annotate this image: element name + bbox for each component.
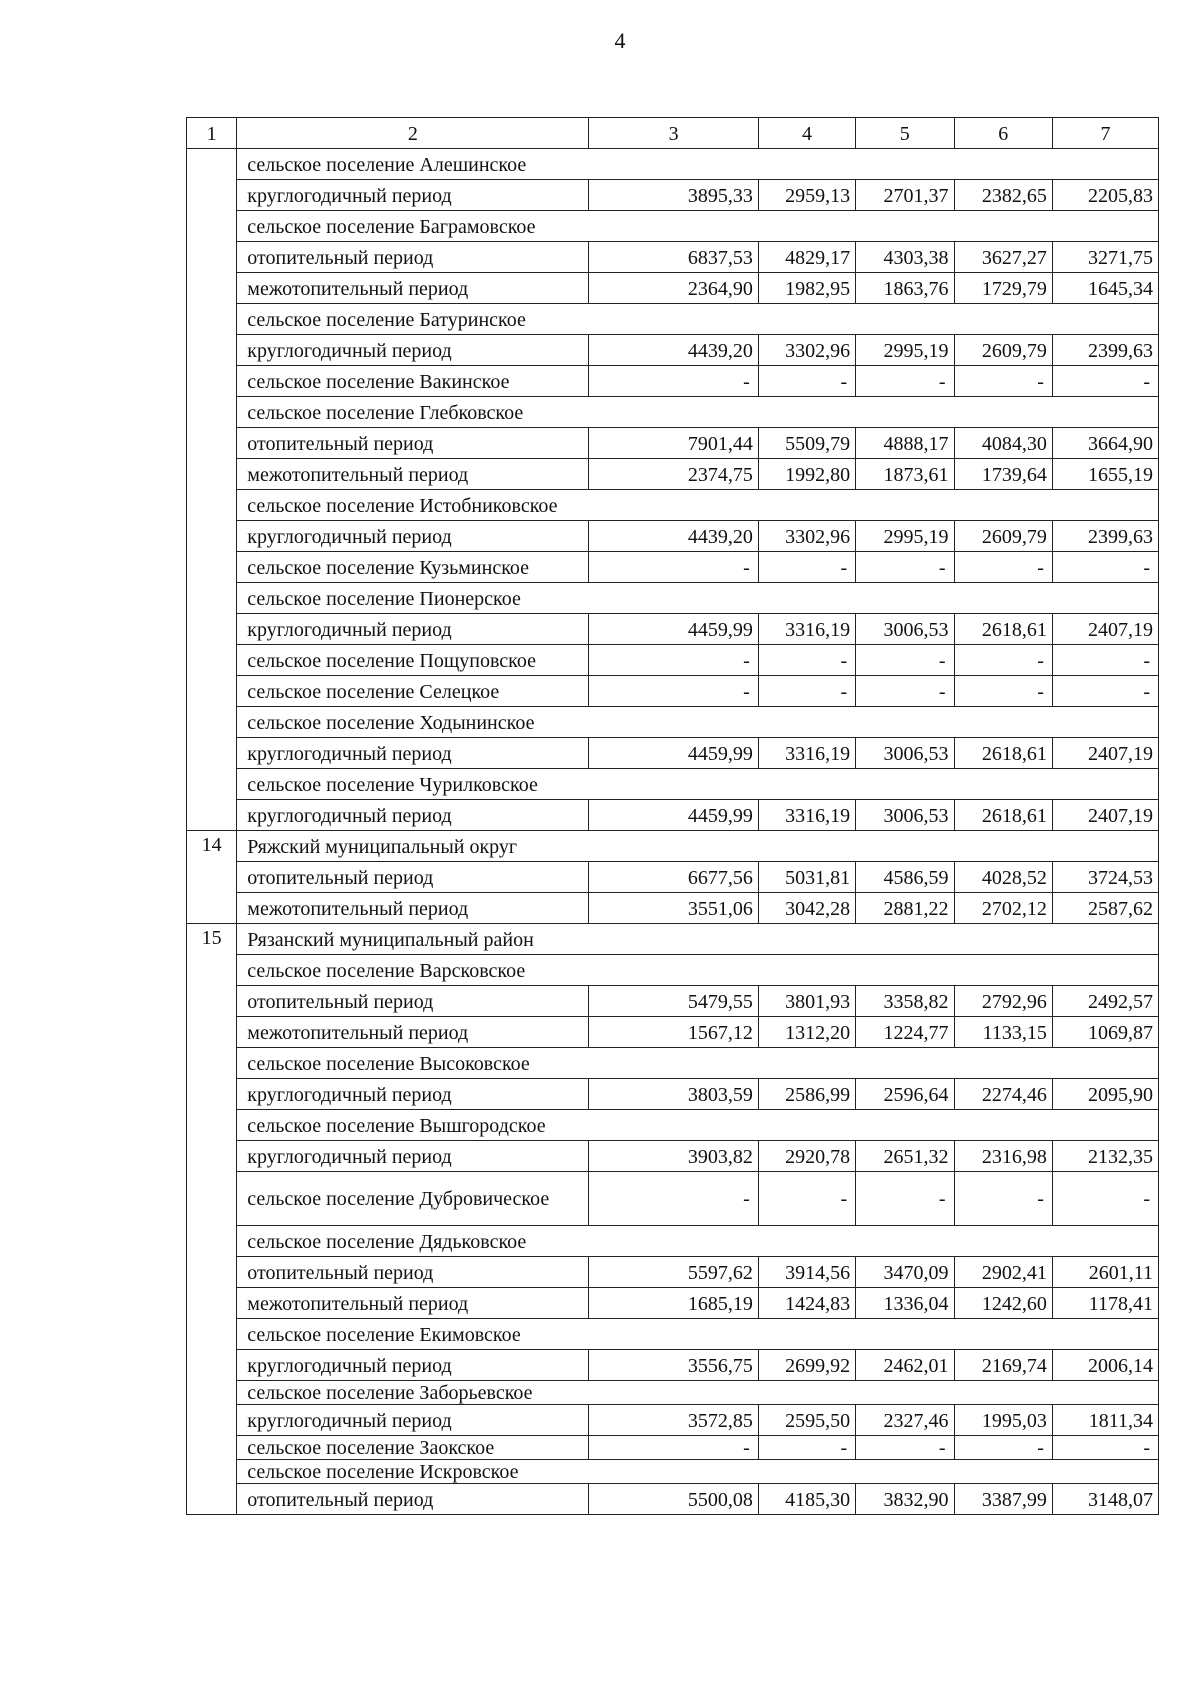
value-cell: 1995,03 xyxy=(954,1405,1052,1436)
value-cell: - xyxy=(758,645,855,676)
value-cell: - xyxy=(589,366,758,397)
value-cell: - xyxy=(954,1172,1052,1226)
table-row xyxy=(187,1436,1159,1460)
value-cell: 1224,77 xyxy=(856,1017,954,1048)
value-cell: 1424,83 xyxy=(758,1288,855,1319)
value-cell: 2274,46 xyxy=(954,1079,1052,1110)
section-row xyxy=(187,211,1159,242)
section-row xyxy=(187,583,1159,614)
table-row xyxy=(187,1484,1159,1515)
value-cell: 2920,78 xyxy=(758,1141,855,1172)
value-cell: 2701,37 xyxy=(856,180,954,211)
value-cell: - xyxy=(856,552,954,583)
row-label: межотопительный период xyxy=(237,459,589,490)
row-index: 14 xyxy=(187,831,237,924)
section-row xyxy=(187,397,1159,428)
table-row xyxy=(187,242,1159,273)
section-label: сельское поселение Чурилковское xyxy=(237,769,1159,800)
value-cell: 4829,17 xyxy=(758,242,855,273)
value-cell: 1645,34 xyxy=(1052,273,1158,304)
row-label: межотопительный период xyxy=(237,1017,589,1048)
value-cell: 4303,38 xyxy=(856,242,954,273)
value-cell: - xyxy=(589,1172,758,1226)
value-cell: 2316,98 xyxy=(954,1141,1052,1172)
value-cell: 2205,83 xyxy=(1052,180,1158,211)
value-cell: 4185,30 xyxy=(758,1484,855,1515)
value-cell: - xyxy=(954,552,1052,583)
value-cell: 3006,53 xyxy=(856,614,954,645)
value-cell: 4459,99 xyxy=(589,800,758,831)
table-row xyxy=(187,273,1159,304)
value-cell: 3302,96 xyxy=(758,521,855,552)
value-cell: 4459,99 xyxy=(589,738,758,769)
section-label: сельское поселение Варсковское xyxy=(237,955,1159,986)
value-cell: - xyxy=(1052,645,1158,676)
value-cell: 3914,56 xyxy=(758,1257,855,1288)
value-cell: 4888,17 xyxy=(856,428,954,459)
section-label: сельское поселение Глебковское xyxy=(237,397,1159,428)
section-row xyxy=(187,1319,1159,1350)
section-row xyxy=(187,1381,1159,1405)
column-number: 3 xyxy=(589,118,758,149)
column-number: 6 xyxy=(954,118,1052,149)
section-row xyxy=(187,924,1159,955)
row-label: межотопительный период xyxy=(237,273,589,304)
value-cell: 3302,96 xyxy=(758,335,855,366)
value-cell: 2609,79 xyxy=(954,335,1052,366)
value-cell: - xyxy=(856,1172,954,1226)
value-cell: 3803,59 xyxy=(589,1079,758,1110)
table-row xyxy=(187,1288,1159,1319)
value-cell: 4028,52 xyxy=(954,862,1052,893)
value-cell: 2364,90 xyxy=(589,273,758,304)
value-cell: 2399,63 xyxy=(1052,521,1158,552)
table-row xyxy=(187,521,1159,552)
value-cell: 2382,65 xyxy=(954,180,1052,211)
value-cell: 2596,64 xyxy=(856,1079,954,1110)
value-cell: 2587,62 xyxy=(1052,893,1158,924)
value-cell: 1873,61 xyxy=(856,459,954,490)
value-cell: 1655,19 xyxy=(1052,459,1158,490)
row-label: отопительный период xyxy=(237,1257,589,1288)
row-label: круглогодичный период xyxy=(237,521,589,552)
value-cell: 3358,82 xyxy=(856,986,954,1017)
value-cell: 2881,22 xyxy=(856,893,954,924)
row-label: отопительный период xyxy=(237,428,589,459)
table-row xyxy=(187,1350,1159,1381)
value-cell: - xyxy=(589,1436,758,1460)
value-cell: 5479,55 xyxy=(589,986,758,1017)
value-cell: 4586,59 xyxy=(856,862,954,893)
section-row xyxy=(187,769,1159,800)
value-cell: 2902,41 xyxy=(954,1257,1052,1288)
value-cell: 2492,57 xyxy=(1052,986,1158,1017)
value-cell: 3470,09 xyxy=(856,1257,954,1288)
value-cell: 5500,08 xyxy=(589,1484,758,1515)
table-row xyxy=(187,366,1159,397)
row-index xyxy=(187,149,237,831)
section-label: сельское поселение Екимовское xyxy=(237,1319,1159,1350)
section-label: сельское поселение Пионерское xyxy=(237,583,1159,614)
column-number: 5 xyxy=(856,118,954,149)
value-cell: 4084,30 xyxy=(954,428,1052,459)
value-cell: 2618,61 xyxy=(954,614,1052,645)
value-cell: 3551,06 xyxy=(589,893,758,924)
tariff-table xyxy=(186,117,1159,1515)
table-row xyxy=(187,800,1159,831)
value-cell: 3042,28 xyxy=(758,893,855,924)
section-row xyxy=(187,1110,1159,1141)
value-cell: 5597,62 xyxy=(589,1257,758,1288)
column-number: 7 xyxy=(1052,118,1158,149)
value-cell: 1178,41 xyxy=(1052,1288,1158,1319)
value-cell: 2169,74 xyxy=(954,1350,1052,1381)
value-cell: 1992,80 xyxy=(758,459,855,490)
value-cell: 1242,60 xyxy=(954,1288,1052,1319)
value-cell: - xyxy=(758,676,855,707)
value-cell: 3556,75 xyxy=(589,1350,758,1381)
section-label: сельское поселение Баграмовское xyxy=(237,211,1159,242)
value-cell: 2374,75 xyxy=(589,459,758,490)
row-label: отопительный период xyxy=(237,242,589,273)
row-label: круглогодичный период xyxy=(237,1079,589,1110)
section-row xyxy=(187,707,1159,738)
table-row xyxy=(187,1079,1159,1110)
value-cell: 2601,11 xyxy=(1052,1257,1158,1288)
value-cell: 2095,90 xyxy=(1052,1079,1158,1110)
value-cell: 3832,90 xyxy=(856,1484,954,1515)
row-label: круглогодичный период xyxy=(237,1141,589,1172)
section-row xyxy=(187,1048,1159,1079)
value-cell: 1133,15 xyxy=(954,1017,1052,1048)
value-cell: 2651,32 xyxy=(856,1141,954,1172)
value-cell: 1982,95 xyxy=(758,273,855,304)
value-cell: 1567,12 xyxy=(589,1017,758,1048)
section-row xyxy=(187,831,1159,862)
value-cell: 2407,19 xyxy=(1052,738,1158,769)
value-cell: 2327,46 xyxy=(856,1405,954,1436)
table-row xyxy=(187,738,1159,769)
column-number-header-row xyxy=(187,118,1159,149)
value-cell: - xyxy=(758,552,855,583)
page-number: 4 xyxy=(614,28,626,53)
section-row xyxy=(187,955,1159,986)
row-label: сельское поселение Селецкое xyxy=(237,676,589,707)
table-row xyxy=(187,1405,1159,1436)
value-cell: - xyxy=(1052,1172,1158,1226)
value-cell: 1685,19 xyxy=(589,1288,758,1319)
value-cell: 7901,44 xyxy=(589,428,758,459)
table-row xyxy=(187,1257,1159,1288)
row-label: сельское поселение Дубровическое xyxy=(237,1172,589,1226)
table-row xyxy=(187,986,1159,1017)
value-cell: 2407,19 xyxy=(1052,614,1158,645)
value-cell: - xyxy=(856,645,954,676)
value-cell: 2792,96 xyxy=(954,986,1052,1017)
table-row xyxy=(187,862,1159,893)
row-label: круглогодичный период xyxy=(237,1405,589,1436)
value-cell: 6837,53 xyxy=(589,242,758,273)
value-cell: - xyxy=(856,676,954,707)
section-label: Ряжский муниципальный округ xyxy=(237,831,1159,862)
section-row xyxy=(187,1460,1159,1484)
value-cell: 1069,87 xyxy=(1052,1017,1158,1048)
row-label: межотопительный период xyxy=(237,1288,589,1319)
value-cell: 3316,19 xyxy=(758,800,855,831)
row-label: круглогодичный период xyxy=(237,180,589,211)
row-label: сельское поселение Кузьминское xyxy=(237,552,589,583)
value-cell: - xyxy=(1052,676,1158,707)
value-cell: 1312,20 xyxy=(758,1017,855,1048)
table-row xyxy=(187,1172,1159,1226)
value-cell: - xyxy=(954,1436,1052,1460)
section-label: сельское поселение Вышгородское xyxy=(237,1110,1159,1141)
table-row xyxy=(187,614,1159,645)
value-cell: 3724,53 xyxy=(1052,862,1158,893)
value-cell: 3801,93 xyxy=(758,986,855,1017)
section-label: сельское поселение Истобниковское xyxy=(237,490,1159,521)
row-label: сельское поселение Заокское xyxy=(237,1436,589,1460)
value-cell: - xyxy=(1052,1436,1158,1460)
row-label: круглогодичный период xyxy=(237,738,589,769)
value-cell: 2995,19 xyxy=(856,335,954,366)
value-cell: 3316,19 xyxy=(758,738,855,769)
value-cell: 2586,99 xyxy=(758,1079,855,1110)
value-cell: - xyxy=(856,366,954,397)
value-cell: 1863,76 xyxy=(856,273,954,304)
value-cell: 1336,04 xyxy=(856,1288,954,1319)
value-cell: 6677,56 xyxy=(589,862,758,893)
table-row xyxy=(187,552,1159,583)
value-cell: 2959,13 xyxy=(758,180,855,211)
value-cell: 3271,75 xyxy=(1052,242,1158,273)
value-cell: - xyxy=(954,366,1052,397)
section-row xyxy=(187,490,1159,521)
value-cell: 1811,34 xyxy=(1052,1405,1158,1436)
row-label: отопительный период xyxy=(237,986,589,1017)
value-cell: 2702,12 xyxy=(954,893,1052,924)
value-cell: 3148,07 xyxy=(1052,1484,1158,1515)
value-cell: 2618,61 xyxy=(954,800,1052,831)
value-cell: 3895,33 xyxy=(589,180,758,211)
table-body xyxy=(187,118,1159,1515)
value-cell: - xyxy=(758,366,855,397)
value-cell: 3903,82 xyxy=(589,1141,758,1172)
value-cell: 1739,64 xyxy=(954,459,1052,490)
value-cell: - xyxy=(758,1436,855,1460)
value-cell: 2462,01 xyxy=(856,1350,954,1381)
value-cell: 5509,79 xyxy=(758,428,855,459)
section-row xyxy=(187,1226,1159,1257)
column-number: 1 xyxy=(187,118,237,149)
section-label: Рязанский муниципальный район xyxy=(237,924,1159,955)
row-label: сельское поселение Вакинское xyxy=(237,366,589,397)
row-label: отопительный период xyxy=(237,1484,589,1515)
value-cell: - xyxy=(589,552,758,583)
row-label: отопительный период xyxy=(237,862,589,893)
section-label: сельское поселение Дядьковское xyxy=(237,1226,1159,1257)
value-cell: - xyxy=(589,645,758,676)
section-label: сельское поселение Алешинское xyxy=(237,149,1159,180)
value-cell: 2609,79 xyxy=(954,521,1052,552)
value-cell: 3006,53 xyxy=(856,800,954,831)
table-row xyxy=(187,893,1159,924)
value-cell: 3664,90 xyxy=(1052,428,1158,459)
value-cell: 2132,35 xyxy=(1052,1141,1158,1172)
row-label: межотопительный период xyxy=(237,893,589,924)
value-cell: 3316,19 xyxy=(758,614,855,645)
value-cell: 3572,85 xyxy=(589,1405,758,1436)
table-row xyxy=(187,1017,1159,1048)
value-cell: - xyxy=(954,676,1052,707)
section-label: сельское поселение Ходынинское xyxy=(237,707,1159,738)
section-label: сельское поселение Высоковское xyxy=(237,1048,1159,1079)
table-row xyxy=(187,645,1159,676)
table-row xyxy=(187,1141,1159,1172)
value-cell: - xyxy=(758,1172,855,1226)
value-cell: 2995,19 xyxy=(856,521,954,552)
value-cell: 2407,19 xyxy=(1052,800,1158,831)
row-index: 15 xyxy=(187,924,237,1515)
value-cell: 2399,63 xyxy=(1052,335,1158,366)
row-label: круглогодичный период xyxy=(237,335,589,366)
value-cell: 5031,81 xyxy=(758,862,855,893)
value-cell: 4459,99 xyxy=(589,614,758,645)
value-cell: 3627,27 xyxy=(954,242,1052,273)
section-label: сельское поселение Заборьевское xyxy=(237,1381,1159,1405)
table-row xyxy=(187,180,1159,211)
value-cell: 2595,50 xyxy=(758,1405,855,1436)
row-label: круглогодичный период xyxy=(237,614,589,645)
value-cell: 2006,14 xyxy=(1052,1350,1158,1381)
value-cell: 1729,79 xyxy=(954,273,1052,304)
value-cell: 3006,53 xyxy=(856,738,954,769)
row-label: круглогодичный период xyxy=(237,1350,589,1381)
value-cell: 4439,20 xyxy=(589,521,758,552)
section-row xyxy=(187,304,1159,335)
row-label: сельское поселение Пощуповское xyxy=(237,645,589,676)
section-label: сельское поселение Искровское xyxy=(237,1460,1159,1484)
value-cell: - xyxy=(856,1436,954,1460)
column-number: 4 xyxy=(758,118,855,149)
table-row xyxy=(187,459,1159,490)
value-cell: - xyxy=(589,676,758,707)
value-cell: - xyxy=(1052,552,1158,583)
table-row xyxy=(187,676,1159,707)
value-cell: 4439,20 xyxy=(589,335,758,366)
row-label: круглогодичный период xyxy=(237,800,589,831)
table-row xyxy=(187,335,1159,366)
table-row xyxy=(187,428,1159,459)
value-cell: 3387,99 xyxy=(954,1484,1052,1515)
value-cell: 2699,92 xyxy=(758,1350,855,1381)
value-cell: 2618,61 xyxy=(954,738,1052,769)
value-cell: - xyxy=(1052,366,1158,397)
column-number: 2 xyxy=(237,118,589,149)
section-label: сельское поселение Батуринское xyxy=(237,304,1159,335)
section-row xyxy=(187,149,1159,180)
value-cell: - xyxy=(954,645,1052,676)
